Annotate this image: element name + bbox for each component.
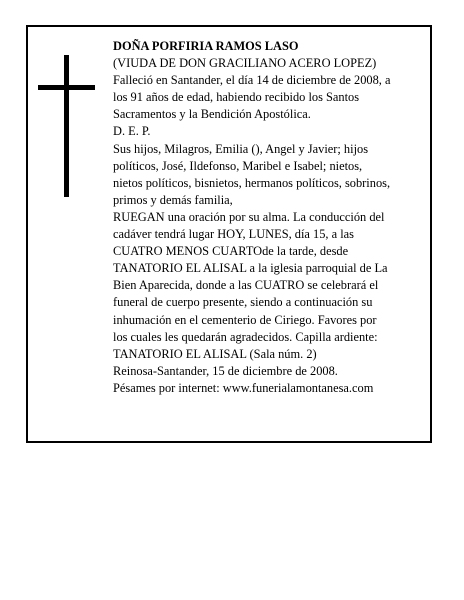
notice-line: Sus hijos, Milagros, Emilia (), Angel y Javier; hijos <box>113 141 369 156</box>
notice-line: TANATORIO EL ALISAL a la iglesia parroquial de La <box>113 261 388 276</box>
notice-line: (VIUDA DE DON GRACILIANO ACERO LOPEZ) <box>113 56 377 71</box>
notice-line: inhumación en el cementerio de Ciriego. Favores por <box>113 312 377 327</box>
notice-line: políticos, José, Ildefonso, Maribel e Isabel; nietos, <box>113 158 363 173</box>
notice-line: primos y demás familia, <box>113 192 233 207</box>
notice-line: cadáver tendrá lugar HOY, LUNES, día 15, a las <box>113 227 354 242</box>
notice-line: TANATORIO EL ALISAL (Sala núm. 2) <box>113 346 317 361</box>
notice-line: Reinosa-Santander, 15 de diciembre de 2008. <box>113 363 338 378</box>
notice-line: nietos políticos, bisnietos, hermanos políticos, sobrinos, <box>113 175 391 190</box>
notice-line: Falleció en Santander, el día 14 de diciembre de 2008, a <box>113 73 391 88</box>
notice-line: D. E. P. <box>113 124 151 139</box>
notice-line: Bien Aparecida, donde a las CUATRO se celebrará el <box>113 278 379 293</box>
obituary-text <box>113 38 429 397</box>
notice-line: Pésames por internet: www.funerialamontanesa.com <box>113 380 374 395</box>
cross-icon <box>64 55 69 197</box>
deceased-name: DOÑA PORFIRIA RAMOS LASO <box>113 39 299 53</box>
notice-line: los cuales les quedarán agradecidos. Capilla ardiente: <box>113 329 378 344</box>
notice-line: los 91 años de edad, habiendo recibido los Santos <box>113 90 360 105</box>
notice-line: Sacramentos y la Bendición Apostólica. <box>113 107 311 122</box>
notice-line: funeral de cuerpo presente, siendo a continuación su <box>113 295 373 310</box>
notice-line: RUEGAN una oración por su alma. La conducción del <box>113 209 385 224</box>
cross-icon-arm <box>38 85 95 90</box>
notice-line: CUATRO MENOS CUARTOde la tarde, desde <box>113 244 349 259</box>
